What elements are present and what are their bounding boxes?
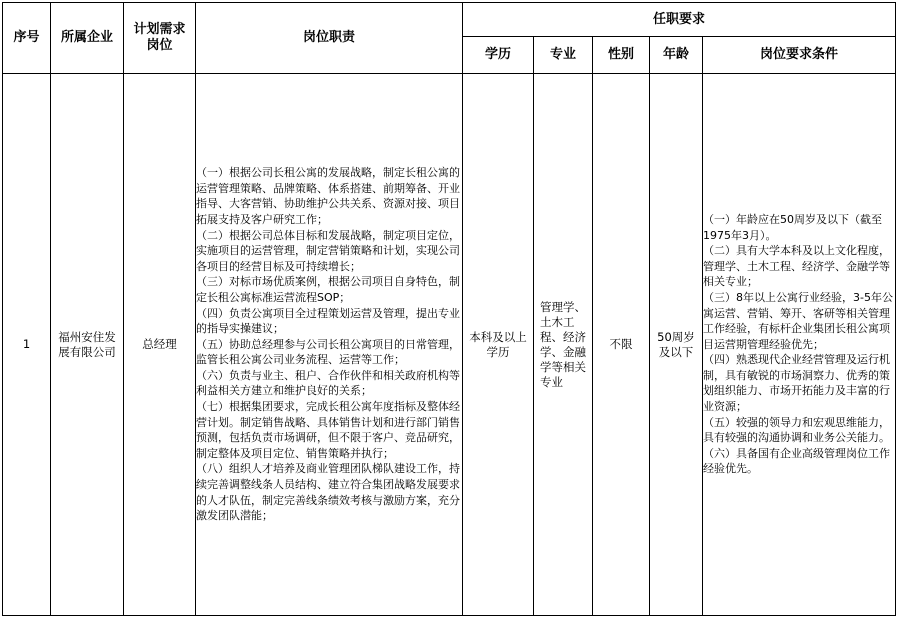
- condition-item: （一）年龄应在50周岁及以下（截至1975年3月）。: [703, 212, 882, 242]
- header-gender: 性别: [593, 37, 650, 74]
- major-value: 管理学、土木工程、经济学、金融学等相关专业: [540, 299, 586, 389]
- cell-gender: 不限: [593, 74, 650, 616]
- duty-item: （四）负责公寓项目全过程策划运营及管理，提出专业的指导实操建议；: [196, 306, 460, 336]
- duty-item: （二）根据公司总体目标和发展战略，制定项目定位，实施项目的运营管理，制定营销策略和计划，实现公司各项目的经营目标及可持续增长；: [196, 228, 460, 273]
- header-company: 所属企业: [51, 3, 124, 74]
- duty-item: （六）负责与业主、租户、合作伙伴和相关政府机构等利益相关方建立和维护良好的关系；: [196, 368, 460, 398]
- cell-duties: [196, 74, 463, 616]
- company-name: 福州安住发展有限公司: [58, 329, 116, 359]
- education-value: 本科及以上学历: [469, 329, 527, 359]
- header-position: [124, 3, 196, 74]
- condition-item: （四）熟悉现代企业经营管理及运行机制，具有敏锐的市场洞察力、优秀的策划组织能力、市场开拓能力及丰富的行业资源；: [703, 353, 890, 414]
- header-major: 专业: [534, 37, 593, 74]
- age-value: 50周岁及以下: [657, 329, 695, 359]
- condition-item: （二）具有大学本科及以上文化程度，管理学、土木工程、经济学、金融学等相关专业；: [703, 244, 890, 289]
- cell-major: [534, 74, 593, 616]
- header-requirements-group: 任职要求: [463, 3, 896, 37]
- condition-item: （三）8年以上公寓行业经验，3-5年公寓运营、营销、筹开、客研等相关管理工作经验，有标杆企业集团长租公寓项目运营期管理经验优先；: [703, 290, 893, 351]
- duty-item: （三）对标市场优质案例，根据公司项目自身特色，制定长租公寓标准运营流程SOP；: [196, 275, 460, 304]
- duty-item: （八）组织人才培养及商业管理团队梯队建设工作，持续完善调整线条人员结构、建立符合集团战略发展要求的人才队伍，制定完善线条绩效考核与激励方案，充分激发团队潜能；: [196, 462, 460, 523]
- header-age: 年龄: [650, 37, 703, 74]
- header-education: 学历: [463, 37, 534, 74]
- cell-conditions: [703, 74, 896, 616]
- duty-item: （一）根据公司长租公寓的发展战略，制定长租公寓的运营管理策略、品牌策略、体系搭建、前期筹备、开业指导、大客营销、协助维护公共关系、资源对接、项目拓展支持及客户研究工作；: [196, 166, 460, 226]
- condition-item: （六）具备国有企业高级管理岗位工作经验优先。: [703, 446, 890, 476]
- header-seq: 序号: [3, 3, 51, 74]
- cell-age: [650, 74, 703, 616]
- header-position-label: 计划需求岗位: [133, 22, 186, 53]
- condition-item: （五）较强的领导力和宏观思维能力，具有较强的沟通协调和业务公关能力。: [703, 415, 890, 445]
- duty-list: [196, 165, 462, 524]
- cell-company: [51, 74, 124, 616]
- cell-seq: 1: [3, 74, 51, 616]
- duty-item: （五）协助总经理参与公司长租公寓项目的日常管理，监管长租公寓公司业务流程、运营等工作；: [196, 337, 460, 367]
- recruitment-table: [2, 2, 896, 616]
- conditions-list: [703, 212, 895, 477]
- table-row: [3, 74, 896, 616]
- cell-position: 总经理: [124, 74, 196, 616]
- header-conditions: 岗位要求条件: [703, 37, 896, 74]
- cell-education: [463, 74, 534, 616]
- duty-item: （七）根据集团要求，完成长租公寓年度指标及整体经营计划。制定销售战略、具体销售计划和进行部门销售预测，包括负责市场调研，但不限于客户、竞品研究，制定整体及项目定位、销售策略并执行；: [196, 400, 460, 460]
- header-duties: 岗位职责: [196, 3, 463, 74]
